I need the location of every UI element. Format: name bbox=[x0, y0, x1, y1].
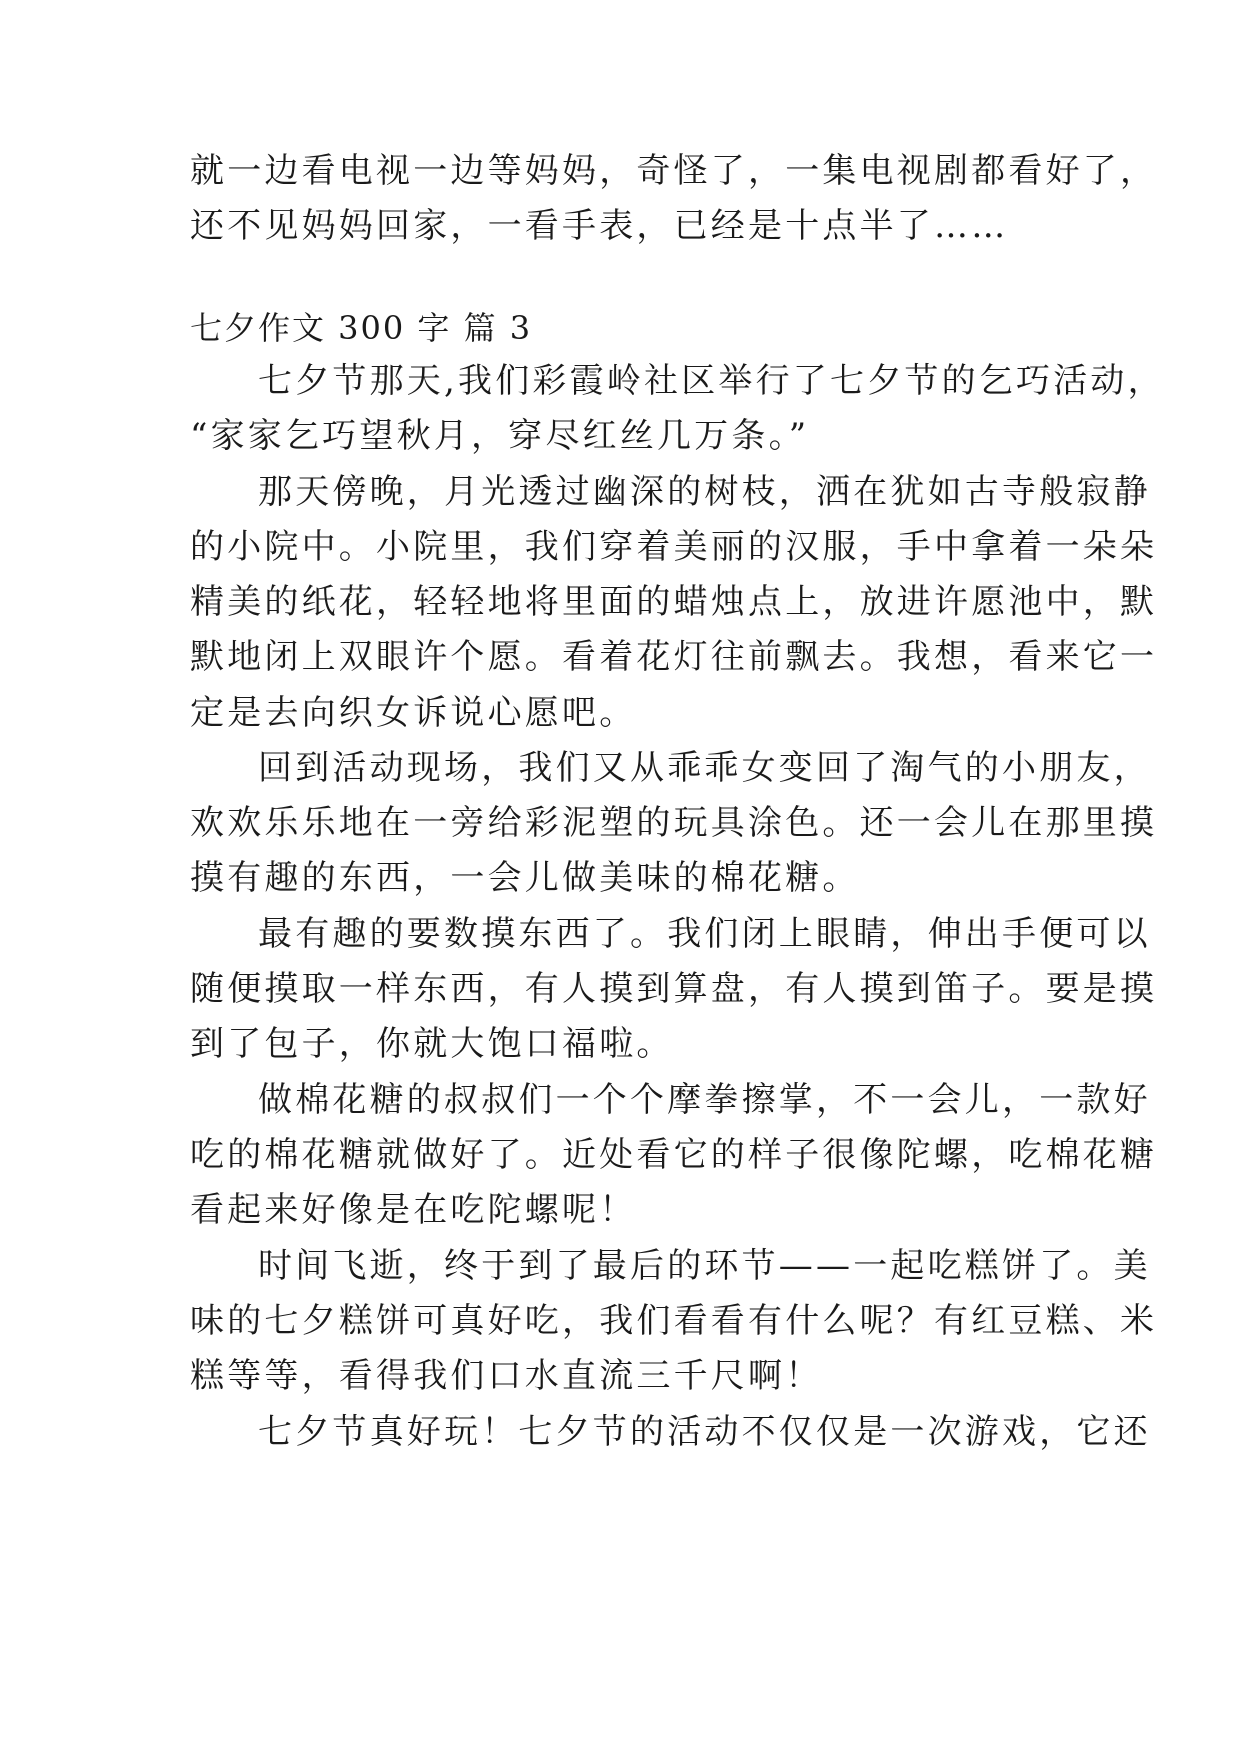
text-line: 看起来好像是在吃陀螺呢！ bbox=[190, 1190, 637, 1230]
paragraph-first-line: 七夕节那天,我们彩霞岭社区举行了七夕节的乞巧活动， bbox=[258, 361, 1165, 401]
text-line: 还不见妈妈回家，一看手表，已经是十点半了…… bbox=[190, 206, 1009, 246]
text-line: 默地闭上双眼许个愿。看着花灯往前飘去。我想，看来它一 bbox=[190, 637, 1158, 677]
text-line: 的小院中。小院里，我们穿着美丽的汉服，手中拿着一朵朵 bbox=[190, 527, 1158, 567]
text-line: 到了包子，你就大饱口福啦。 bbox=[190, 1024, 674, 1064]
text-line: 定是去向织女诉说心愿吧。 bbox=[190, 693, 637, 733]
text-line: 随便摸取一样东西，有人摸到算盘，有人摸到笛子。要是摸 bbox=[190, 969, 1158, 1009]
text-line: 精美的纸花，轻轻地将里面的蜡烛点上，放进许愿池中，默 bbox=[190, 582, 1158, 622]
text-line: “家家乞巧望秋月，穿尽红丝几万条。” bbox=[190, 416, 810, 456]
paragraph-first-line: 做棉花糖的叔叔们一个个摩拳擦掌，不一会儿，一款好 bbox=[258, 1080, 1151, 1120]
paragraph-first-line: 那天傍晚，月光透过幽深的树枝，洒在犹如古寺般寂静 bbox=[258, 472, 1151, 512]
text-line: 味的七夕糕饼可真好吃，我们看看有什么呢？有红豆糕、米 bbox=[190, 1301, 1158, 1341]
text-line: 糕等等，看得我们口水直流三千尺啊！ bbox=[190, 1356, 823, 1396]
text-line: 吃的棉花糖就做好了。近处看它的样子很像陀螺，吃棉花糖 bbox=[190, 1135, 1158, 1175]
paragraph-first-line: 最有趣的要数摸东西了。我们闭上眼睛，伸出手便可以 bbox=[258, 914, 1151, 954]
text-line: 欢欢乐乐地在一旁给彩泥塑的玩具涂色。还一会儿在那里摸 bbox=[190, 803, 1158, 843]
paragraph-first-line: 回到活动现场，我们又从乖乖女变回了淘气的小朋友， bbox=[258, 748, 1151, 788]
text-line: 摸有趣的东西，一会儿做美味的棉花糖。 bbox=[190, 858, 860, 898]
text-line: 就一边看电视一边等妈妈，奇怪了，一集电视剧都看好了， bbox=[190, 151, 1158, 191]
section-heading: 七夕作文 300 字 篇 3 bbox=[190, 309, 533, 347]
paragraph-first-line: 七夕节真好玩！七夕节的活动不仅仅是一次游戏，它还 bbox=[258, 1412, 1151, 1452]
paragraph-first-line: 时间飞逝，终于到了最后的环节——一起吃糕饼了。美 bbox=[258, 1246, 1151, 1286]
